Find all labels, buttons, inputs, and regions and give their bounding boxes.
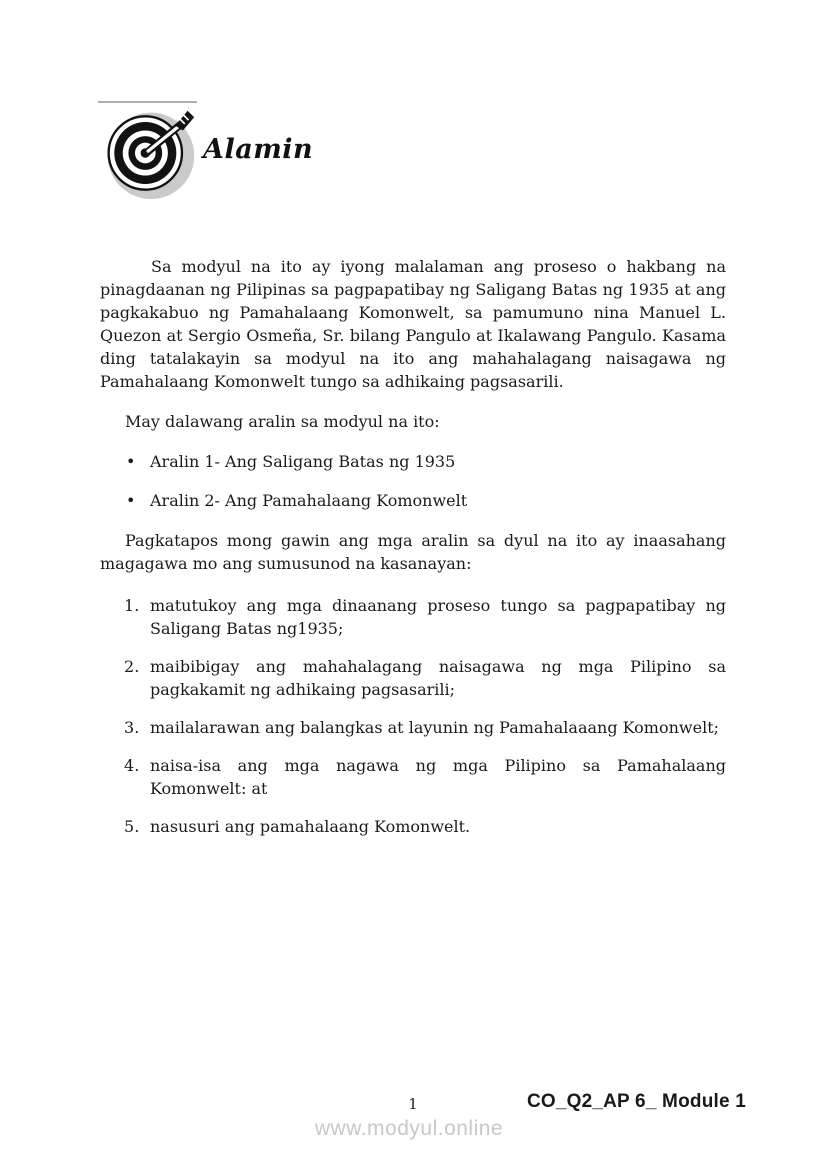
module-code: CO_Q2_AP 6_ Module 1 [526, 1091, 746, 1112]
objectives-numbered-list [100, 594, 726, 838]
intro-paragraph: Sa modyul na ito ay iyong malalaman ang proseso o hakbang na pinagdaanan ng Pilipinas sa pagpapatibay ng Saligang Batas ng 1935 at ang pagkakabuo ng Pamahalaang Komonwelt, sa pamumuno nina Manuel L. Quezon at Sergio Osmeña, Sr. bilang Pangulo at Ikalawang Pangulo. Kasama ding tatalakayin sa modyul na ito ang mahahalagang naisagawa ng Pamahalaang Komonwelt tungo sa adhikaing pagsasarili. [100, 257, 726, 391]
list-item-objective-5: nasusuri ang pamahalaang Komonwelt. [150, 817, 471, 836]
page-number: 1 [408, 1095, 418, 1113]
list-item-objective-3: mailalarawan ang balangkas at layunin ng Pamahalaaang Komonwelt; [150, 718, 720, 737]
watermark-url: www.modyul.online [314, 1117, 504, 1140]
lessons-bullet-list [100, 450, 726, 512]
target-dartboard-icon [103, 106, 197, 200]
section-title: Alamin [203, 134, 314, 165]
lessons-intro-text: May dalawang aralin sa modyul na ito: [125, 412, 440, 431]
objectives-intro-text: Pagkatapos mong gawin ang mga aralin sa dyul na ito ay inaasahang magagawa mo ang sumusunod na kasanayan: [100, 531, 726, 573]
list-item-lesson-1: • Aralin 1- Ang Saligang Batas ng 1935 [150, 450, 726, 473]
list-item-objective-1: matutukoy ang mga dinaanang proseso tungo sa pagpapatibay ng Saligang Batas ng1935; [150, 596, 726, 638]
module-body [100, 255, 726, 838]
list-item-objective-2: maibibigay ang mahahalagang naisagawa ng mga Pilipino sa pagkakamit ng adhikaing pagsasarili; [150, 657, 726, 699]
header-divider-line [98, 101, 197, 103]
target-dartboard-icon-svg [103, 106, 197, 200]
list-item-objective-4: naisa-isa ang mga nagawa ng mga Pilipino sa Pamahalaang Komonwelt: at [150, 756, 726, 798]
list-item-lesson-2: • Aralin 2- Ang Pamahalaang Komonwelt [150, 489, 726, 512]
